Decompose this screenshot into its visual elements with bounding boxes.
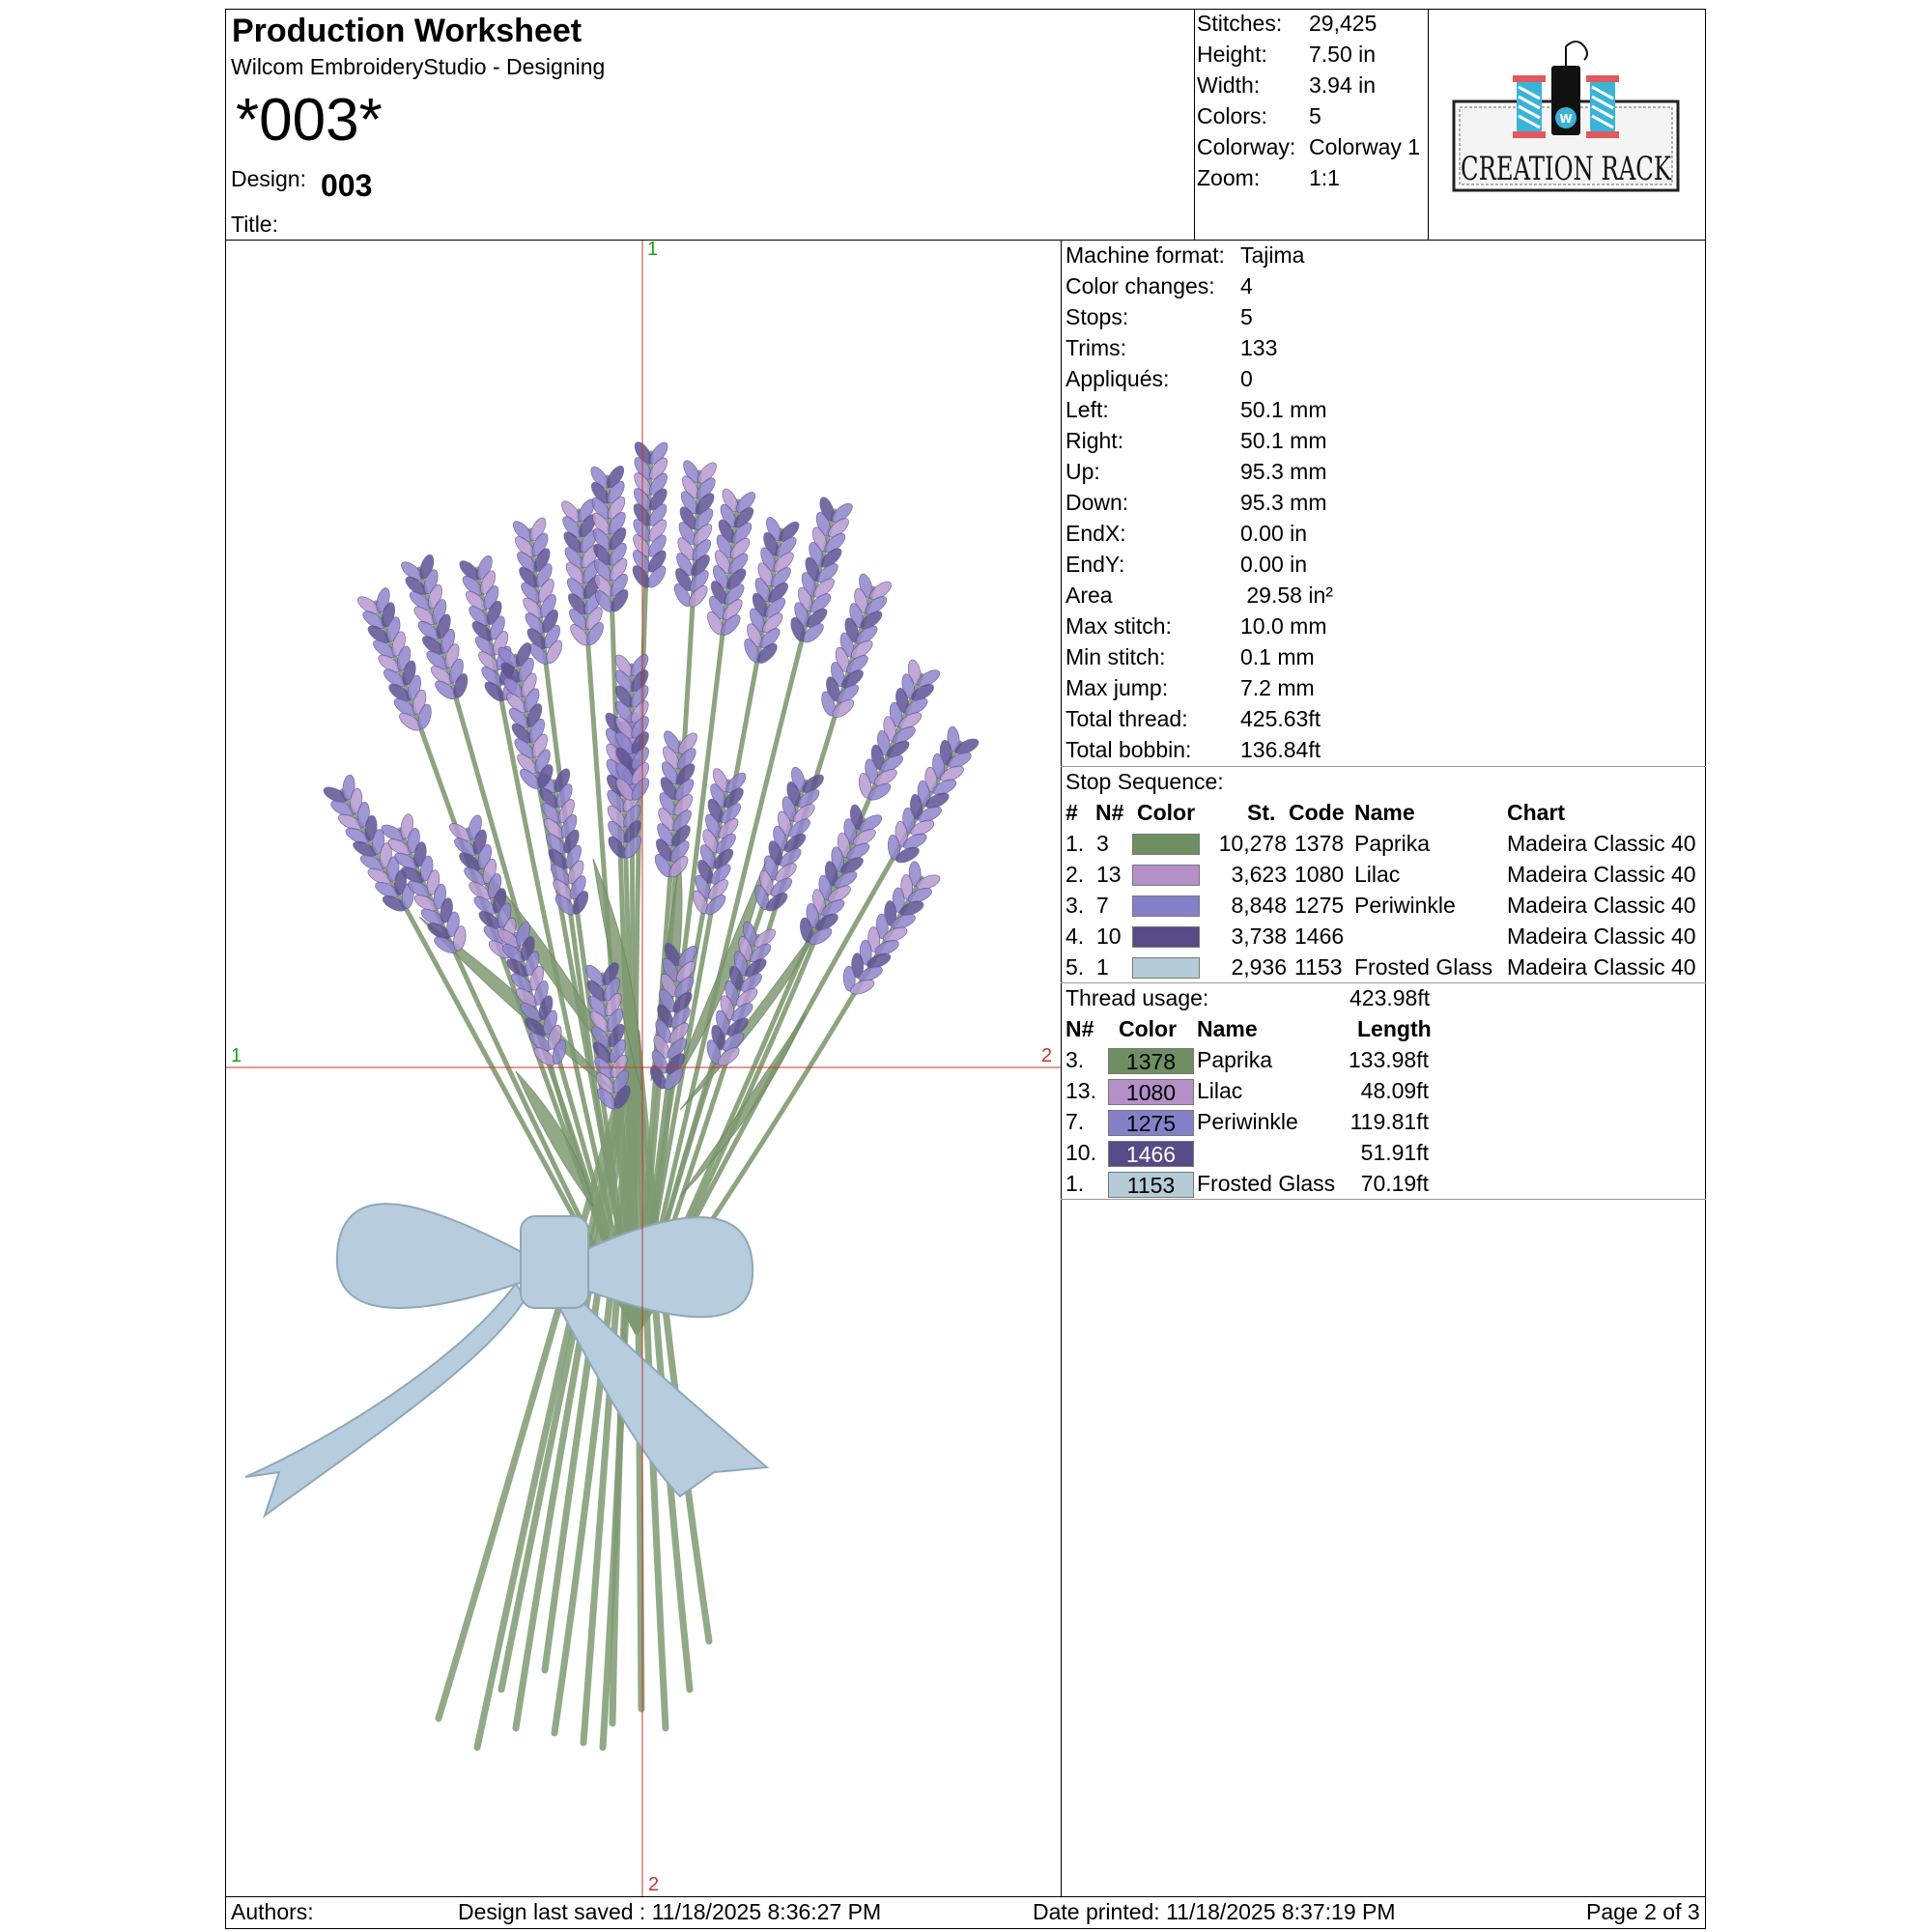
stop-chart: Madeira Classic 40	[1507, 862, 1696, 887]
ribbon-knot	[521, 1216, 588, 1308]
stop-chart: Madeira Classic 40	[1507, 954, 1696, 980]
thread-color-code: 1275	[1108, 1110, 1194, 1136]
thread-usage-row	[1065, 1171, 1703, 1198]
color-swatch	[1132, 957, 1200, 979]
thread-color-code: 1378	[1108, 1048, 1194, 1074]
stop-sequence-row	[1065, 954, 1703, 981]
details-list: Machine format: Tajima Color changes: 4 Stops: 5 Trims: 133 Appliqués: 0 Left: 50.1 mm Right: 50.1 mm Up: 95.3 mm Down: 95.3 mm EndX: 0.00 in EndY: 0.00 in Area 29.58 in² Max stitch: 10.0 mm Min stitch: 0.1 mm Max jump: 7.2 mm Total thread: 425.63ft Total bobbin: 136.84ft	[1065, 242, 1333, 762]
design-value: 003	[321, 168, 373, 203]
design-code: *003*	[236, 87, 383, 154]
stop-chart: Madeira Classic 40	[1507, 923, 1696, 949]
logo-text: CREATION RACK	[1461, 150, 1672, 188]
stop-sequence-title: Stop Sequence:	[1065, 769, 1224, 794]
thread-length: 51.91ft	[1360, 1140, 1429, 1165]
software-name: Wilcom EmbroideryStudio - Designing	[231, 54, 606, 79]
thread-needle: 13.	[1065, 1078, 1096, 1103]
stop-code: 1153	[1294, 954, 1343, 980]
stop-number: 4.	[1065, 923, 1085, 949]
color-swatch	[1132, 895, 1200, 917]
stop-needle: 3	[1096, 831, 1109, 856]
color-swatch	[1132, 865, 1200, 886]
axis-label-bottom: 2	[648, 1874, 660, 1895]
stop-sequence-table: Stop Sequence: # N# Color St. Code Name Chart 1. 3 10,278 1378 Paprika Madeira Classic 40 2. 13 3,623 1080 Lilac Madeira Classic 40 3. 7 8,848 1275 Periwinkle Madeira Classic 40 4. 10 3,738 1466 Madeira Classic 40 5. 1 2,936 1153 Frosted Glass Madeira Classic 40	[1065, 769, 1703, 981]
thread-length: 133.98ft	[1348, 1047, 1429, 1072]
authors-label: Authors:	[231, 1899, 314, 1924]
thread-name: Frosted Glass	[1197, 1171, 1336, 1196]
stop-number: 5.	[1065, 954, 1085, 980]
stop-code: 1275	[1294, 893, 1345, 918]
stop-chart: Madeira Classic 40	[1507, 893, 1696, 918]
stop-chart: Madeira Classic 40	[1507, 831, 1696, 856]
stop-sequence-row	[1065, 862, 1703, 889]
stop-sequence-row	[1065, 893, 1703, 920]
summary-list: Stitches: 29,425 Height: 7.50 in Width: 3.94 in Colors: 5 Colorway: Colorway 1 Zoom: 1:1	[1197, 11, 1421, 190]
thread-usage-row	[1065, 1047, 1703, 1074]
stop-code: 1466	[1294, 923, 1345, 949]
stop-sequence-row	[1065, 831, 1703, 858]
panel-divider	[1061, 240, 1062, 1896]
thread-name: Periwinkle	[1197, 1109, 1298, 1134]
summary-divider-left	[1194, 9, 1195, 240]
stop-stitch-count: 10,278	[1218, 831, 1287, 856]
axis-label-top: 1	[647, 239, 659, 260]
thread-needle: 10.	[1065, 1140, 1096, 1165]
axis-label-left: 1	[231, 1045, 242, 1066]
design-last-saved: Design last saved : 11/18/2025 8:36:27 PM	[458, 1899, 882, 1924]
thread-color-code: 1080	[1108, 1079, 1194, 1105]
thread-name: Paprika	[1197, 1047, 1272, 1072]
stop-number: 3.	[1065, 893, 1085, 918]
page-title: Production Worksheet	[232, 13, 582, 49]
thread-usage-row	[1065, 1140, 1703, 1167]
thread-usage-row	[1065, 1109, 1703, 1136]
color-swatch	[1132, 926, 1200, 948]
design-label: Design:	[231, 166, 306, 191]
thread-needle: 3.	[1065, 1047, 1085, 1072]
thread-usage-table: Thread usage: 423.98ft N# Color Name Length 3. 1378 Paprika 133.98ft 13. 1080 Lilac 48.09ft 7. 1275 Periwinkle 119.81ft 10. 1466 51.91ft 1. 1153 Frosted Glass 70.19ft	[1065, 985, 1703, 1198]
thread-length: 119.81ft	[1350, 1109, 1429, 1134]
thread-usage-row	[1065, 1078, 1703, 1105]
stop-sequence-row	[1065, 923, 1703, 951]
date-printed: Date printed: 11/18/2025 8:37:19 PM	[1033, 1899, 1396, 1924]
stop-stitch-count: 8,848	[1231, 893, 1287, 918]
logo-graphic	[1449, 39, 1686, 198]
design-canvas	[226, 241, 1061, 1896]
lavender-bouquet-design	[226, 241, 1061, 1896]
stop-name: Frosted Glass	[1354, 954, 1493, 980]
thread-needle: 1.	[1065, 1171, 1085, 1196]
details-divider	[1061, 766, 1706, 767]
stop-stitch-count: 3,623	[1231, 862, 1287, 887]
stop-number: 2.	[1065, 862, 1085, 887]
thread-needle: 7.	[1065, 1109, 1085, 1134]
stop-name: Periwinkle	[1354, 893, 1456, 918]
summary-divider-right	[1428, 9, 1429, 240]
thread-usage-title: Thread usage:	[1065, 985, 1209, 1010]
thread-length: 48.09ft	[1360, 1078, 1429, 1103]
axis-label-right: 2	[1041, 1045, 1053, 1066]
stop-name: Lilac	[1354, 862, 1401, 887]
thread-color-code: 1466	[1108, 1141, 1194, 1167]
thread-color-code: 1153	[1108, 1172, 1194, 1198]
stop-stitch-count: 2,936	[1231, 954, 1287, 980]
stop-needle: 10	[1096, 923, 1122, 949]
stop-needle: 7	[1096, 893, 1109, 918]
color-swatch	[1132, 834, 1200, 855]
title-label: Title:	[231, 212, 278, 237]
stop-code: 1378	[1294, 831, 1345, 856]
thread-usage-total: 423.98ft	[1350, 985, 1431, 1010]
ribbon-tail-left	[245, 1284, 526, 1516]
stop-stitch-count: 3,738	[1231, 923, 1287, 949]
thread-usage-divider	[1061, 1199, 1706, 1200]
stop-code: 1080	[1294, 862, 1345, 887]
stop-number: 1.	[1065, 831, 1085, 856]
creation-rack-logo	[1449, 39, 1686, 198]
page-number: Page 2 of 3	[1586, 1899, 1700, 1924]
logo-letter: W	[1559, 112, 1573, 126]
stop-sequence-divider	[1061, 982, 1706, 983]
stop-needle: 1	[1096, 954, 1109, 980]
stop-name: Paprika	[1354, 831, 1430, 856]
footer-divider	[225, 1896, 1706, 1897]
thread-name: Lilac	[1197, 1078, 1243, 1103]
stop-needle: 13	[1096, 862, 1122, 887]
thread-length: 70.19ft	[1360, 1171, 1429, 1196]
